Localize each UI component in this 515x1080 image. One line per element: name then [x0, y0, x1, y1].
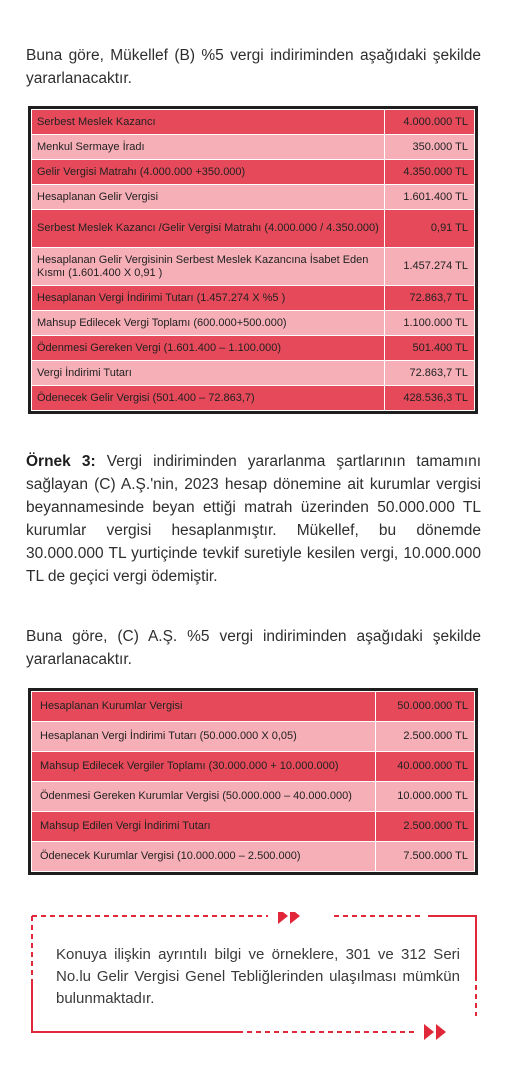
row-value: 72.863,7 TL	[385, 286, 475, 311]
row-value: 72.863,7 TL	[385, 361, 475, 386]
table-row	[32, 210, 475, 248]
row-label: Vergi İndirimi Tutarı	[32, 361, 385, 386]
table-row	[32, 311, 475, 336]
row-label: Hesaplanan Gelir Vergisi	[32, 185, 385, 210]
table-row	[32, 386, 475, 411]
income-tax-table	[28, 106, 478, 414]
example-3-text: Vergi indiriminden yararlanma şartlarının tamamını sağlayan (C) A.Ş.'nin, 2023 hesap dönemine ait kurumlar vergisi beyannamesinde beyan ettiği matrah üzerinden 50.000.000 TL kurumlar vergisi hesaplanmıştır. Mükellef, bu dönemde 30.000.000 TL yurtiçinde tevkif suretiyle kesilen vergi, 10.000.000 TL de geçici vergi ödemiştir.	[26, 453, 482, 585]
table-row	[32, 135, 475, 160]
table-row	[32, 185, 475, 210]
row-value: 2.500.000 TL	[376, 812, 475, 842]
table-row	[32, 692, 475, 722]
row-value: 2.500.000 TL	[376, 722, 475, 752]
row-value: 4.350.000 TL	[385, 160, 475, 185]
row-value: 1.100.000 TL	[385, 311, 475, 336]
row-value: 1.601.400 TL	[385, 185, 475, 210]
row-value: 501.400 TL	[385, 336, 475, 361]
row-label: Hesaplanan Kurumlar Vergisi	[32, 692, 376, 722]
table-row	[32, 336, 475, 361]
row-value: 10.000.000 TL	[376, 782, 475, 812]
table-row	[32, 286, 475, 311]
table-row	[32, 361, 475, 386]
table-row	[32, 110, 475, 135]
row-label: Serbest Meslek Kazancı	[32, 110, 385, 135]
table-row	[32, 160, 475, 185]
table-row	[32, 752, 475, 782]
row-label: Hesaplanan Vergi İndirimi Tutarı (50.000.000 X 0,05)	[32, 722, 376, 752]
row-label: Ödenecek Gelir Vergisi (501.400 – 72.863,7)	[32, 386, 385, 411]
row-label: Ödenmesi Gereken Vergi (1.601.400 – 1.100.000)	[32, 336, 385, 361]
table-row	[32, 722, 475, 752]
row-value: 50.000.000 TL	[376, 692, 475, 722]
intro-paragraph-1: Buna göre, Mükellef (B) %5 vergi indiriminden aşağıdaki şekilde yararlanacaktır.	[26, 47, 481, 87]
table-row	[32, 248, 475, 286]
example-3-label: Örnek 3:	[26, 453, 96, 470]
intro-paragraph-2: Buna göre, (C) A.Ş. %5 vergi indiriminden aşağıdaki şekilde yararlanacaktır.	[26, 628, 481, 668]
table-row	[32, 782, 475, 812]
table-row	[32, 812, 475, 842]
row-value: 350.000 TL	[385, 135, 475, 160]
corporate-tax-table	[28, 688, 478, 875]
row-label: Hesaplanan Gelir Vergisinin Serbest Meslek Kazancına İsabet Eden Kısmı (1.601.400 X 0,91 )	[32, 248, 385, 286]
row-value: 428.536,3 TL	[385, 386, 475, 411]
row-label: Hesaplanan Vergi İndirimi Tutarı (1.457.274 X %5 )	[32, 286, 385, 311]
row-label: Gelir Vergisi Matrahı (4.000.000 +350.000)	[32, 160, 385, 185]
row-label: Mahsup Edilecek Vergiler Toplamı (30.000.000 + 10.000.000)	[32, 752, 376, 782]
row-value: 40.000.000 TL	[376, 752, 475, 782]
row-label: Menkul Sermaye İradı	[32, 135, 385, 160]
row-value: 7.500.000 TL	[376, 842, 475, 872]
row-label: Mahsup Edilecek Vergi Toplamı (600.000+500.000)	[32, 311, 385, 336]
row-label: Ödenecek Kurumlar Vergisi (10.000.000 – 2.500.000)	[32, 842, 376, 872]
row-label: Serbest Meslek Kazancı /Gelir Vergisi Matrahı (4.000.000 / 4.350.000)	[32, 210, 385, 248]
example-3-paragraph	[26, 450, 481, 588]
row-value: 1.457.274 TL	[385, 248, 475, 286]
row-label: Ödenmesi Gereken Kurumlar Vergisi (50.000.000 – 40.000.000)	[32, 782, 376, 812]
row-label: Mahsup Edilen Vergi İndirimi Tutarı	[32, 812, 376, 842]
row-value: 4.000.000 TL	[385, 110, 475, 135]
table-row	[32, 842, 475, 872]
double-chevron-right-icon	[278, 912, 300, 924]
info-note: Konuya ilişkin ayrıntılı bilgi ve örneklere, 301 ve 312 Seri No.lu Gelir Vergisi Genel Tebliğlerinden ulaşılması mümkün bulunmaktadır.	[56, 946, 460, 1007]
row-value: 0,91 TL	[385, 210, 475, 248]
double-chevron-right-icon	[424, 1024, 446, 1040]
